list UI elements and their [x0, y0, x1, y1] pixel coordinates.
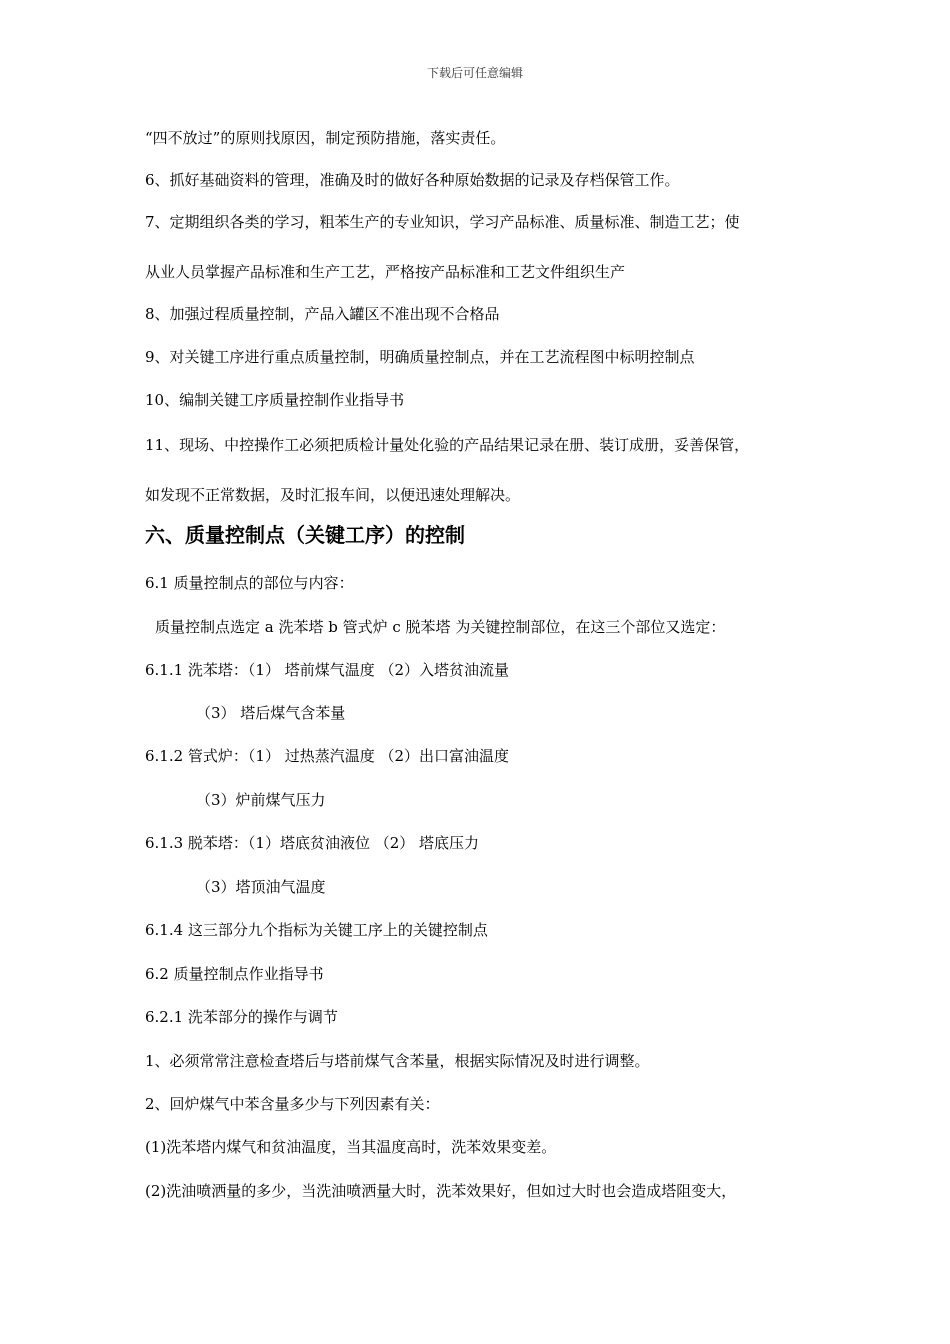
- section-line: 6.1.1 洗苯塔：（1） 塔前煤气温度 （2）入塔贫油流量: [145, 661, 510, 679]
- paragraph-line: 6、抓好基础资料的管理，准确及时的做好各种原始数据的记录及存档保管工作。: [145, 171, 680, 189]
- section-line: 6.1.3 脱苯塔：（1）塔底贫油液位 （2） 塔底压力: [145, 834, 480, 852]
- section-line: （3）塔顶油气温度: [196, 878, 326, 896]
- paragraph-line: 8、加强过程质量控制，产品入罐区不准出现不合格品: [145, 305, 500, 323]
- section-line: 6.1 质量控制点的部位与内容：: [145, 574, 354, 592]
- section-line: 6.2.1 洗苯部分的操作与调节: [145, 1008, 338, 1026]
- section-line: 质量控制点选定 a 洗苯塔 b 管式炉 c 脱苯塔 为关键控制部位，在这三个部位又选定：: [155, 618, 726, 636]
- paragraph-line: 11、现场、中控操作工必须把质检计量处化验的产品结果记录在册、装订成册，妥善保管，: [145, 436, 750, 454]
- paragraph-line: 9、对关键工序进行重点质量控制，明确质量控制点，并在工艺流程图中标明控制点: [145, 348, 695, 366]
- paragraph-line: 从业人员掌握产品标准和生产工艺，严格按产品标准和工艺文件组织生产: [145, 263, 626, 281]
- section-line: (1)洗苯塔内煤气和贫油温度，当其温度高时，洗苯效果变差。: [145, 1138, 557, 1156]
- section-line: (2)洗油喷洒量的多少，当洗油喷洒量大时，洗苯效果好，但如过大时也会造成塔阻变大，: [145, 1182, 737, 1200]
- section-line: 1、必须常常注意检查塔后与塔前煤气含苯量，根据实际情况及时进行调整。: [145, 1052, 650, 1070]
- paragraph-line: 10、编制关键工序质量控制作业指导书: [145, 391, 405, 409]
- header-note: 下载后可任意编辑: [426, 66, 523, 80]
- paragraph-line: 7、定期组织各类的学习，粗苯生产的专业知识，学习产品标准、质量标准、制造工艺；使: [145, 213, 740, 231]
- paragraph-line: “四不放过”的原则找原因，制定预防措施，落实责任。: [145, 129, 506, 147]
- section-line: 6.1.4 这三部分九个指标为关键工序上的关键控制点: [145, 921, 488, 939]
- section-heading: 六、质量控制点（关键工序）的控制: [145, 523, 465, 547]
- paragraph-line: 如发现不正常数据，及时汇报车间，以便迅速处理解决。: [145, 486, 521, 504]
- section-line: 6.2 质量控制点作业指导书: [145, 965, 324, 983]
- section-line: 2、回炉煤气中苯含量多少与下列因素有关：: [145, 1095, 440, 1113]
- section-line: （3）炉前煤气压力: [196, 791, 326, 809]
- section-line: （3） 塔后煤气含苯量: [196, 704, 346, 722]
- section-line: 6.1.2 管式炉：（1） 过热蒸汽温度 （2）出口富油温度: [145, 747, 510, 765]
